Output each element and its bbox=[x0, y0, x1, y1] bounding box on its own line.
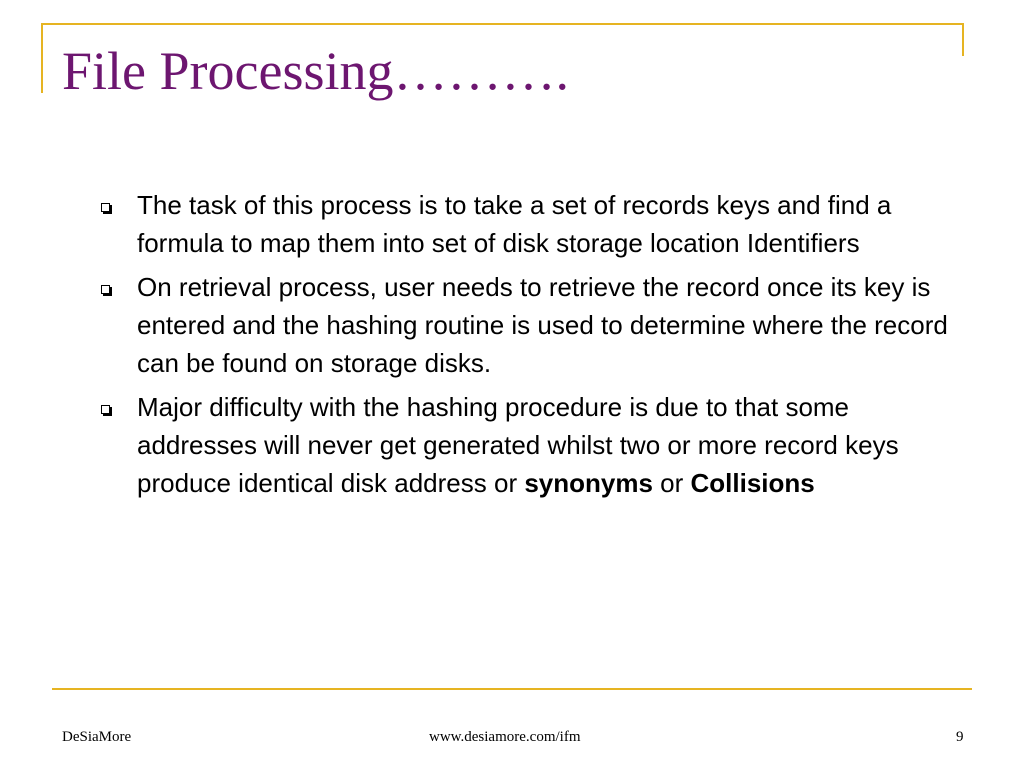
bullet-item bbox=[100, 186, 970, 262]
bullet-connector: or bbox=[652, 468, 691, 498]
bullet-text: On retrieval process, user needs to retrieve the record once its key is entered and the hashing routine is used to determine where the record can be found on storage disks. bbox=[137, 272, 948, 378]
footer-url: www.desiamore.com/ifm bbox=[429, 729, 581, 745]
bullet-text: The task of this process is to take a set of records keys and find a formula to map them into set of disk storage location Identifiers bbox=[137, 190, 892, 258]
square-bullet-icon bbox=[101, 405, 110, 414]
footer-author: DeSiaMore bbox=[62, 729, 132, 745]
bullet-list bbox=[100, 186, 970, 508]
bullet-item bbox=[100, 268, 970, 382]
bullet-text: Major difficulty with the hashing procedure is due to that some addresses will never get generated whilst two or more record keys produce identical disk address or bbox=[137, 392, 899, 498]
bullet-emphasis-collisions: Collisions bbox=[690, 468, 815, 498]
footer-divider bbox=[52, 688, 972, 690]
square-bullet-icon bbox=[101, 285, 110, 294]
bullet-item bbox=[100, 388, 970, 502]
page-number: 9 bbox=[956, 729, 964, 745]
title-frame-right-border bbox=[962, 23, 964, 56]
bullet-emphasis-synonyms: synonyms bbox=[524, 468, 653, 498]
title-frame-left-border bbox=[41, 23, 43, 93]
title-frame-top-border bbox=[41, 23, 964, 25]
slide-title: File Processing………. bbox=[62, 41, 569, 101]
square-bullet-icon bbox=[101, 203, 110, 212]
